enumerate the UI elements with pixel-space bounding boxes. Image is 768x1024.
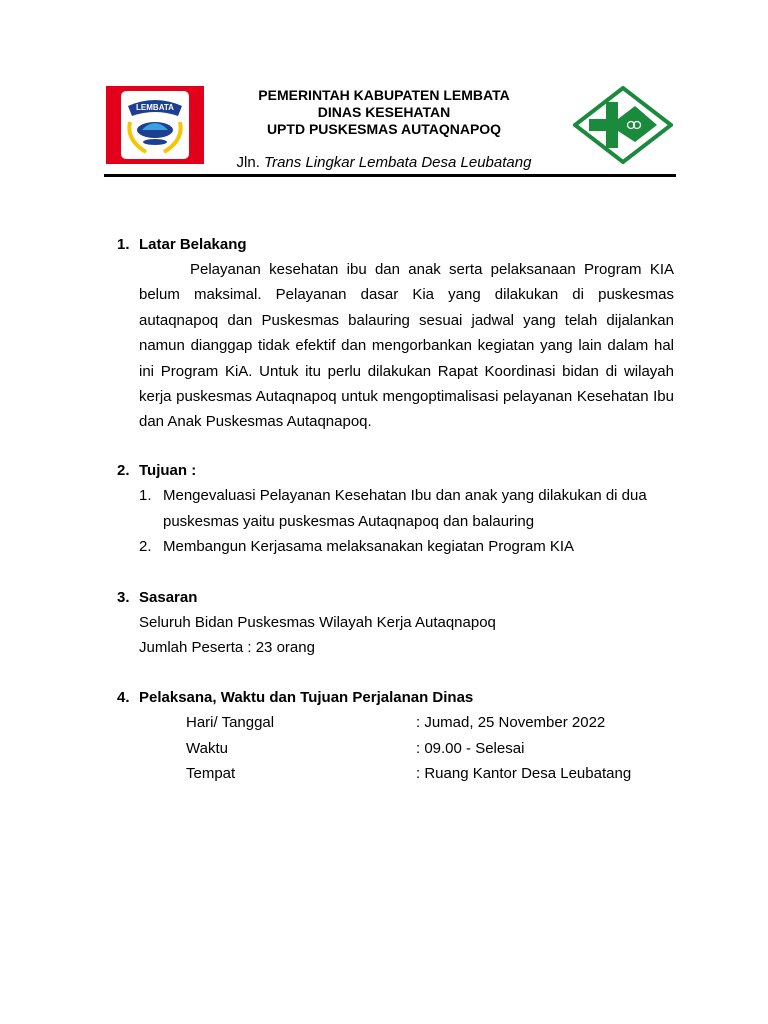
section-title — [117, 585, 674, 610]
header-government: PEMERINTAH KABUPATEN LEMBATA — [258, 87, 510, 103]
schedule-row-date — [117, 710, 674, 736]
schedule-row-place — [117, 761, 674, 787]
list-item — [139, 483, 674, 534]
letterhead — [222, 87, 546, 171]
section-title-text: Tujuan : — [139, 462, 197, 479]
section-title-text: Latar Belakang — [139, 236, 247, 253]
section-number: 3. — [117, 589, 130, 606]
section-title-text: Sasaran — [139, 589, 198, 606]
lembata-regency-emblem — [106, 86, 204, 164]
participant-count: Jumlah Peserta : 23 orang — [139, 639, 315, 656]
section-title — [117, 458, 674, 483]
emblem-text: LEMBATA — [136, 103, 174, 112]
row-label: Waktu — [186, 739, 228, 757]
header-divider — [104, 174, 676, 177]
header-unit: UPTD PUSKESMAS AUTAQNAPOQ — [266, 121, 502, 137]
row-value: : Ruang Kantor Desa Leubatang — [416, 765, 632, 782]
section-number: 1. — [117, 236, 130, 253]
section-title-text: Pelaksana, Waktu dan Tujuan Perjalanan Dinas — [139, 689, 474, 706]
section-background — [117, 232, 674, 435]
section-number: 2. — [117, 462, 130, 479]
section-number: 4. — [117, 689, 130, 706]
section-objectives — [117, 458, 674, 560]
row-value: : Jumad, 25 November 2022 — [416, 714, 606, 731]
row-label: Tempat — [186, 765, 236, 782]
section-title — [117, 232, 674, 257]
schedule-row-time — [117, 736, 674, 762]
row-value: : 09.00 - Selesai — [416, 739, 525, 757]
list-text: Mengevaluasi Pelayanan Kesehatan Ibu dan anak yang dilakukan di dua puskesmas yaitu puskesmas Autaqnapoq dan balauring — [163, 487, 647, 530]
list-number: 1. — [139, 487, 152, 504]
section-schedule — [117, 685, 674, 787]
header-department: DINAS KESEHATAN — [317, 104, 451, 120]
address-text: Trans Lingkar Lembata Desa Leubatang — [264, 154, 532, 171]
section-target — [117, 585, 674, 660]
list-number: 2. — [139, 538, 152, 556]
section-title — [117, 685, 674, 710]
address-prefix: Jln. — [236, 154, 265, 171]
row-label: Hari/ Tanggal — [186, 714, 275, 731]
background-paragraph: Pelayanan kesehatan ibu dan anak serta pelaksanaan Program KIA belum maksimal. Pelayanan dasar Kia yang dilakukan di puskesmas autaqnapoq dan Puskesmas balauring sesuai jadwal yang telah dijalankan namun dianggap tidak efektif dan mengorbankan kegiatan yang lain dalam hal ini Program KiA. Untuk itu perlu dilakukan Rapat Koordinasi bidan di wilayah kerja puskesmas Autaqnapoq untuk mengoptimalisasi pelayanan Kesehatan Ibu dan Anak Puskesmas Autaqnapoq. — [139, 261, 674, 431]
list-text: Membangun Kerjasama melaksanakan kegiatan Program KIA — [163, 538, 575, 556]
target-line: Seluruh Bidan Puskesmas Wilayah Kerja Autaqnapoq — [139, 614, 496, 631]
header-address — [222, 154, 546, 171]
list-item — [139, 534, 674, 560]
puskesmas-logo — [573, 86, 673, 164]
